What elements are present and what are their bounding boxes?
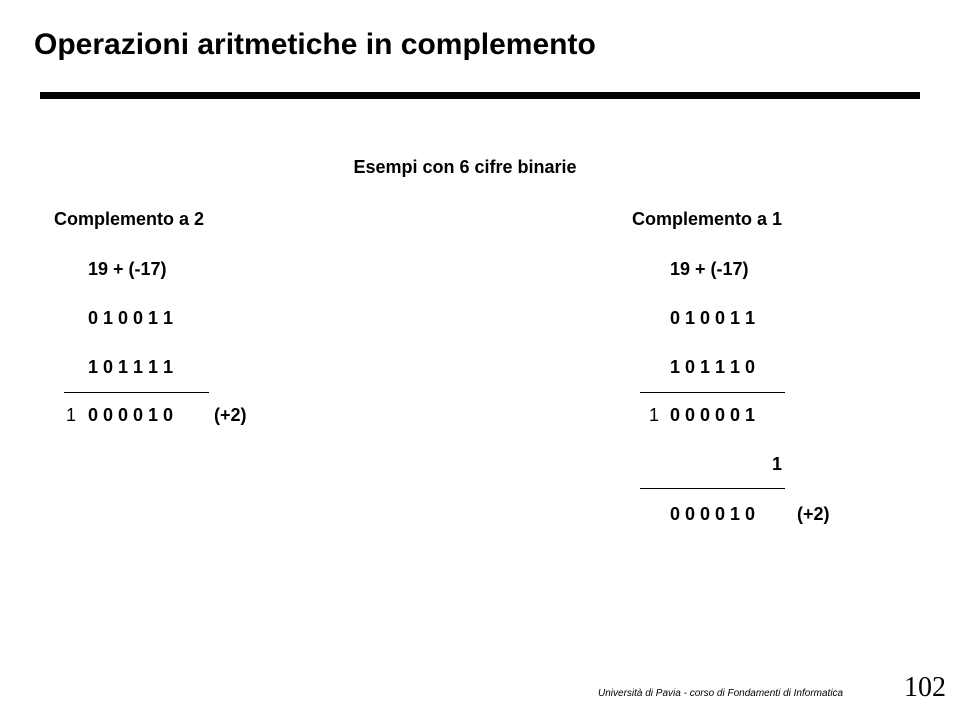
title-underline [40, 92, 920, 99]
right-operand-2: 1 0 1 1 1 0 [670, 357, 756, 377]
left-sum-rule [64, 392, 209, 393]
footer-text: Università di Pavia - corso di Fondamenti di Informatica [598, 688, 844, 699]
right-partial-carry: 1 [649, 405, 660, 425]
right-operand-1: 0 1 0 0 1 1 [670, 308, 756, 328]
slide-title: Operazioni aritmetiche in complemento [34, 28, 596, 61]
left-result-carry: 1 [66, 405, 77, 425]
left-result-value: (+2) [214, 405, 247, 425]
right-result-value: (+2) [797, 504, 830, 524]
right-carry-rule [640, 488, 785, 489]
page-number: 102 [904, 672, 946, 703]
right-end-around-carry: 1 [772, 454, 783, 474]
left-operand-2: 1 0 1 1 1 1 [88, 357, 174, 377]
left-heading: Complemento a 2 [54, 209, 205, 229]
right-result-bits: 0 0 0 0 1 0 [670, 504, 756, 524]
right-expression: 19 + (-17) [670, 259, 749, 279]
right-heading: Complemento a 1 [632, 209, 783, 229]
slide-subtitle: Esempi con 6 cifre binarie [353, 157, 577, 177]
left-operand-1: 0 1 0 0 1 1 [88, 308, 174, 328]
right-partial-bits: 0 0 0 0 0 1 [670, 405, 756, 425]
left-result-bits: 0 0 0 0 1 0 [88, 405, 174, 425]
right-sum-rule [640, 392, 785, 393]
left-expression: 19 + (-17) [88, 259, 167, 279]
